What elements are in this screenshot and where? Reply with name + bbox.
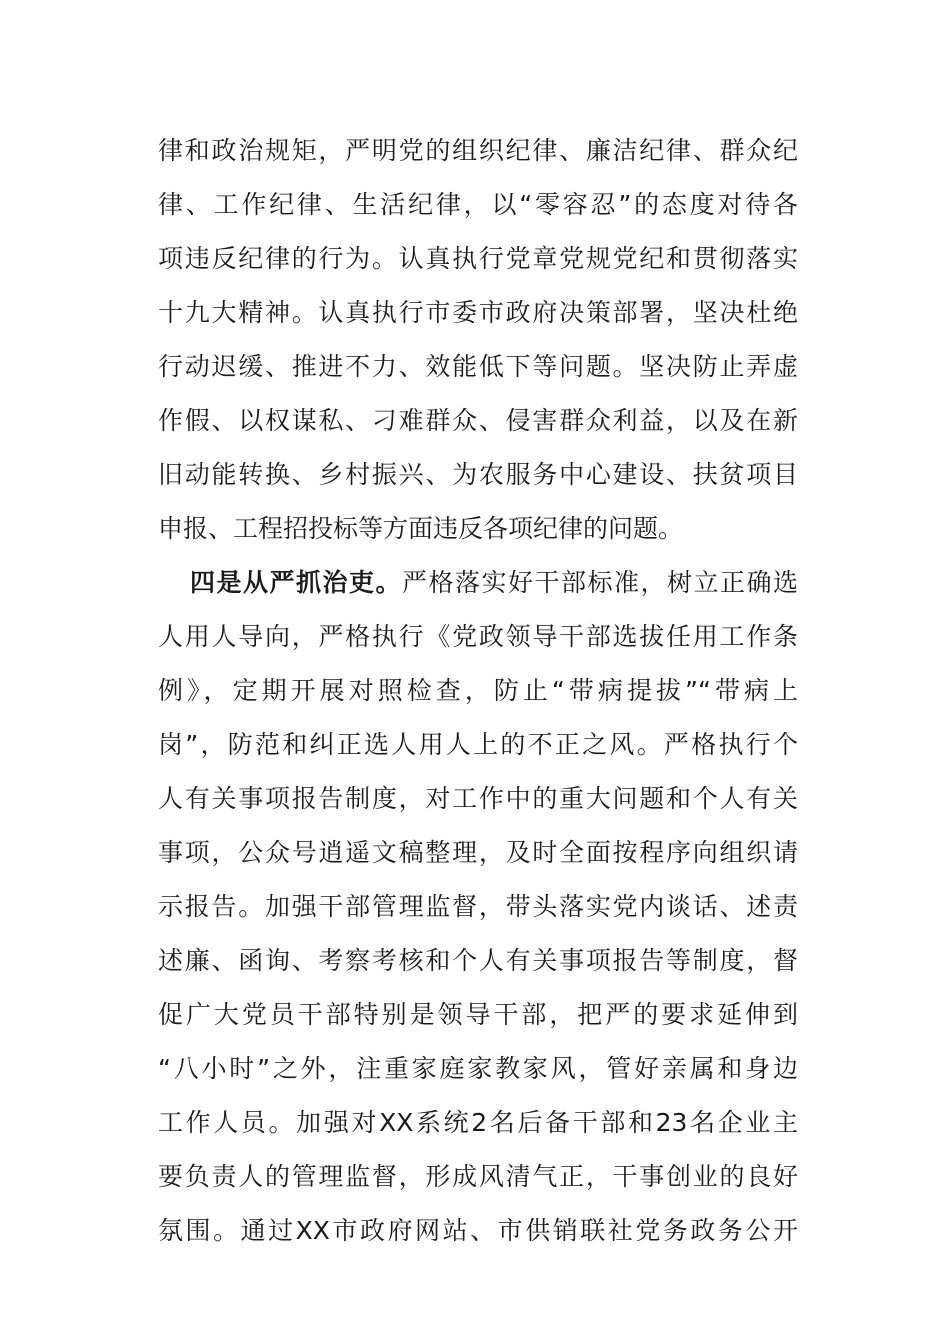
paragraph1-line: 旧动能转换、乡村振兴、为农服务中心建设、扶贫项目 — [158, 460, 798, 489]
paragraph2-first-line — [190, 563, 798, 603]
paragraph1-line: 十九大精神。认真执行市委市政府决策部署，坚决杜绝 — [158, 298, 798, 327]
paragraph2-first-line-text: 严格落实好干部标准，树立正确选 — [402, 568, 798, 597]
paragraph2-line: 要负责人的管理监督，形成风清气正，干事创业的良好 — [158, 1162, 798, 1191]
paragraph2-line: “八小时”之外，注重家庭家教家风，管好亲属和身边 — [158, 1054, 798, 1083]
paragraph1-line: 项违反纪律的行为。认真执行党章党规党纪和贯彻落实 — [158, 244, 798, 273]
paragraph2-heading: 四是从严抓治吏。 — [190, 568, 402, 597]
paragraph1-line: 作假、以权谋私、刁难群众、侵害群众利益，以及在新 — [158, 406, 798, 435]
paragraph2-line: 岗”，防范和纠正选人用人上的不正之风。严格执行个 — [158, 730, 798, 759]
paragraph2-line: 工作人员。加强对XX系统2名后备干部和23名企业主 — [158, 1108, 798, 1137]
paragraph2-line: 例》，定期开展对照检查，防止“带病提拔”“带病上 — [158, 676, 798, 705]
paragraph2-line: 人用人导向，严格执行《党政领导干部选拔任用工作条 — [158, 622, 798, 651]
paragraph2-line: 事项，公众号逍遥文稿整理，及时全面按程序向组织请 — [158, 838, 798, 867]
paragraph2-line: 氛围。通过XX市政府网站、市供销联社党务政务公开 — [158, 1216, 798, 1245]
paragraph2-line: 促广大党员干部特别是领导干部，把严的要求延伸到 — [158, 1000, 798, 1029]
paragraph2-line: 述廉、函询、考察考核和个人有关事项报告等制度，督 — [158, 946, 798, 975]
paragraph1-line: 律、工作纪律、生活纪律，以“零容忍”的态度对待各 — [158, 190, 798, 219]
paragraph2-line: 人有关事项报告制度，对工作中的重大问题和个人有关 — [158, 784, 798, 813]
paragraph2-line: 示报告。加强干部管理监督，带头落实党内谈话、述责 — [158, 892, 798, 921]
paragraph1-line: 申报、工程招投标等方面违反各项纪律的问题。 — [158, 514, 684, 543]
paragraph1-line: 行动迟缓、推进不力、效能低下等问题。坚决防止弄虚 — [158, 352, 798, 381]
paragraph1-line: 律和政治规矩，严明党的组织纪律、廉洁纪律、群众纪 — [158, 136, 798, 165]
